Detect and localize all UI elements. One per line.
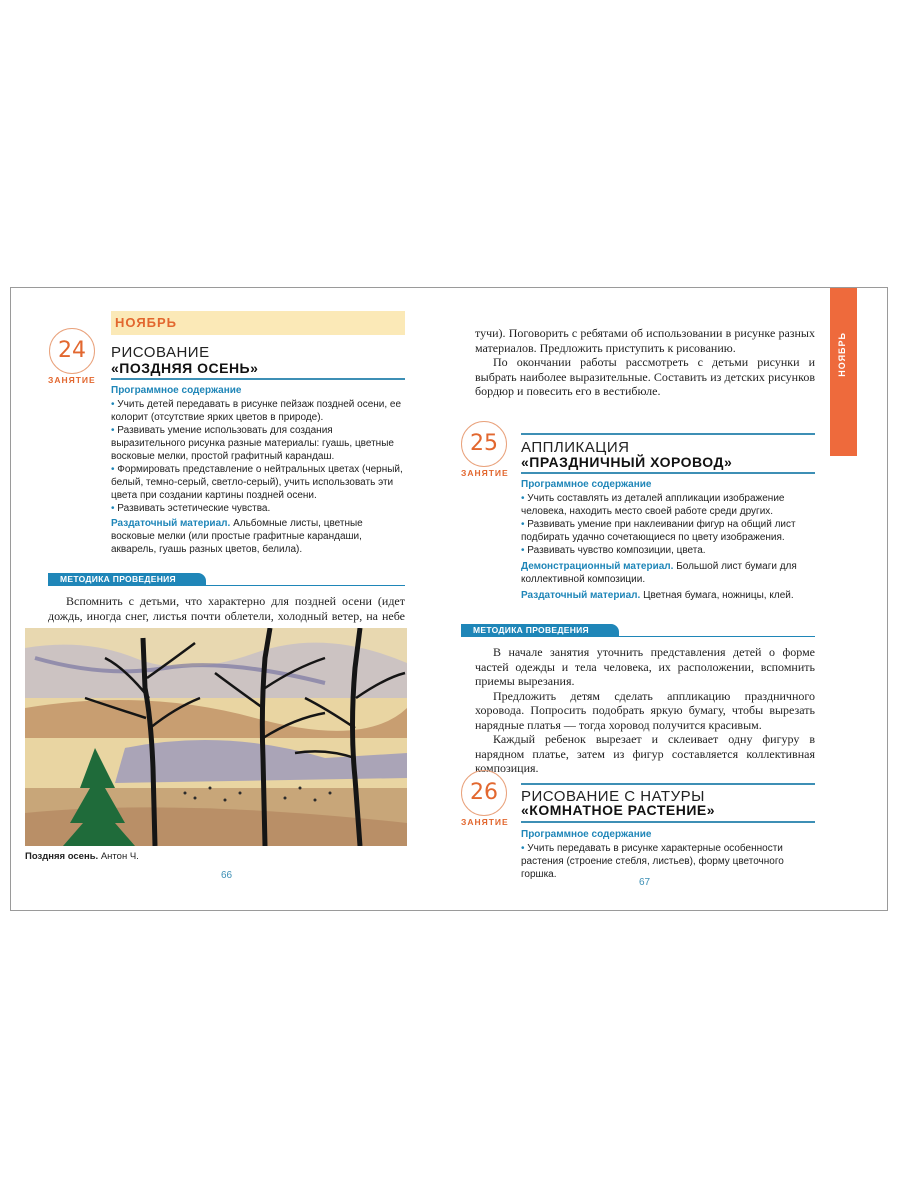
list-item: • Развивать умение при наклеивании фигур на общий лист подбирать удачно сочетающиеся по цвету изображения.	[521, 519, 796, 543]
title-rule	[521, 821, 815, 823]
method-rule	[48, 585, 405, 586]
list-item: • Развивать чувство композиции, цвета.	[521, 545, 706, 556]
lesson-word: ЗАНЯТИЕ	[461, 468, 509, 478]
program-heading: Программное содержание	[521, 829, 652, 840]
program-bullets	[521, 842, 815, 881]
lesson-word: ЗАНЯТИЕ	[48, 375, 96, 385]
lesson-kind: РИСОВАНИЕ С НАТУРЫ	[521, 788, 705, 805]
list-item: • Учить составлять из деталей аппликации изображение человека, находить место своей работе среди других.	[521, 493, 785, 517]
program-bullets	[521, 492, 815, 602]
lesson-title: «КОМНАТНОЕ РАСТЕНИЕ»	[521, 802, 716, 818]
program-heading: Программное содержание	[111, 385, 242, 396]
method-band	[48, 573, 206, 585]
page-number: 66	[221, 870, 233, 881]
lesson-word: ЗАНЯТИЕ	[461, 817, 509, 827]
method-text: В начале занятия уточнить представления детей о форме частей одежды и тела человека, их расположении, вспомнить приемы вырезания. Предложить детям сделать аппликацию праздничного хоровода. Попросить подобрать яркую бумагу, чтобы вырезать нарядные платья — тогда хоровод получится красивым. Каждый ребенок вырезает и склеивает одну фигуру в нарядном платье, затем из фигур составляется коллективная композиция.	[475, 645, 815, 775]
method-label: МЕТОДИКА ПРОВЕДЕНИЯ	[473, 625, 589, 635]
continuation-text: тучи). Поговорить с ребятами об использовании в рисунке разных материалов. Предложить приступить к рисованию. По окончании работы рассмотреть с детьми рисунки и выбрать наиболее выразительные. Составить из детских рисунков бордюр и повесить его в вестибюле.	[475, 326, 815, 398]
month-side-tab	[830, 288, 857, 456]
month-band	[111, 311, 405, 335]
method-band	[461, 624, 619, 636]
method-label: МЕТОДИКА ПРОВЕДЕНИЯ	[60, 574, 176, 584]
program-bullets	[111, 398, 405, 556]
material-note: Раздаточный материал. Цветная бумага, ножницы, клей.	[521, 590, 794, 601]
title-rule	[521, 433, 815, 435]
list-item: • Развивать эстетические чувства.	[111, 503, 271, 514]
book-spread	[10, 287, 888, 911]
month-label: НОЯБРЬ	[115, 315, 178, 330]
method-text: Вспомнить с детьми, что характерно для поздней осени (идет дождь, иногда снег, листья почти облетели, холодный ветер, на небе	[48, 594, 405, 623]
list-item: • Учить детей передавать в рисунке пейзаж поздней осени, ее колорит (отсутствие ярких цветов в природе).	[111, 399, 402, 423]
material-note: Раздаточный материал. Альбомные листы, цветные восковые мелки (или простые графитные карандаши, акварель, гуашь разных цветов, белила).	[111, 518, 363, 555]
lesson-number-badge: 24	[49, 328, 95, 374]
title-rule	[521, 783, 815, 785]
side-tab-label: НОЯБРЬ	[837, 332, 847, 377]
list-item: • Развивать умение использовать для создания выразительного рисунка разные материалы: гуашь, цветные восковые мелки, простой графитный карандаш.	[111, 425, 394, 462]
demo-material-note: Демонстрационный материал. Большой лист бумаги для коллективной композиции.	[521, 561, 797, 585]
lesson-number-badge: 26	[461, 770, 507, 816]
page-number: 67	[639, 877, 651, 888]
right-page	[451, 288, 887, 910]
list-item: • Формировать представление о нейтральных цветах (черный, белый, темно-серый, светло-серый), учить использовать эти цвета при создании картины поздней осени.	[111, 464, 403, 501]
list-item: • Учить передавать в рисунке характерные особенности растения (строение стебля, листьев), форму цветочного горшка.	[521, 843, 784, 880]
autumn-painting	[25, 628, 407, 846]
title-rule	[111, 378, 405, 380]
left-page	[11, 288, 451, 910]
lesson-kind: РИСОВАНИЕ	[111, 344, 210, 361]
lesson-title: «ПРАЗДНИЧНЫЙ ХОРОВОД»	[521, 454, 733, 470]
lesson-title: «ПОЗДНЯЯ ОСЕНЬ»	[111, 360, 259, 376]
lesson-number-badge: 25	[461, 421, 507, 467]
title-rule	[521, 472, 815, 474]
lesson-kind: АППЛИКАЦИЯ	[521, 439, 630, 456]
program-heading: Программное содержание	[521, 479, 652, 490]
painting-caption: Поздняя осень. Антон Ч.	[25, 851, 139, 862]
method-rule	[461, 636, 815, 637]
